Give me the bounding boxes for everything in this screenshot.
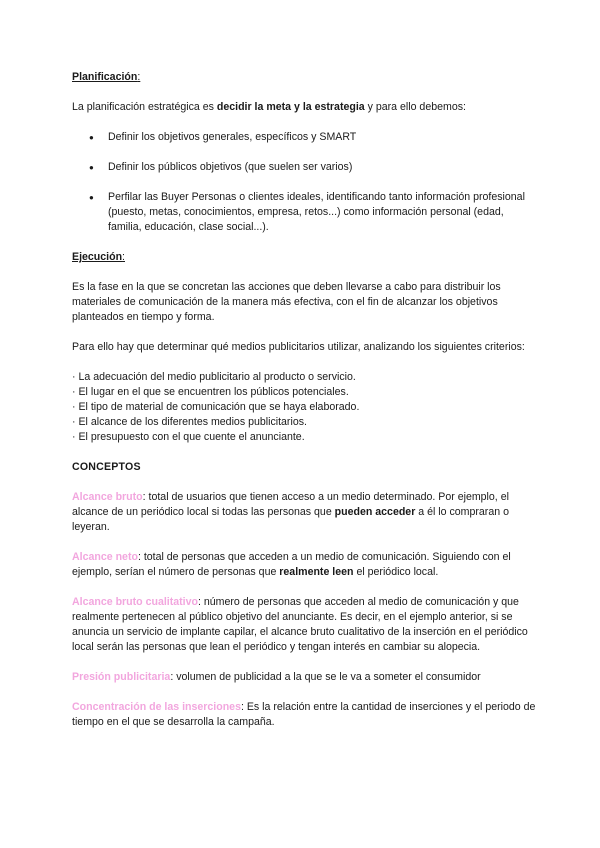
concept-text: el periódico local. [353, 566, 439, 578]
concept-concentracion [72, 700, 540, 730]
concept-alcance-cualitativo [72, 595, 540, 655]
concept-text: : total de usuarios que tienen acceso a un medio determinado. Por ejemplo, el alcance de un periódico local si todas las personas que [72, 491, 509, 518]
concept-text: : volumen de publicidad a la que se le va a someter el consumidor [170, 671, 481, 683]
concept-alcance-bruto [72, 490, 540, 535]
planning-intro [72, 100, 540, 115]
concept-term: Concentración de las inserciones [72, 701, 241, 713]
criteria-list [72, 370, 540, 445]
concepts-heading: CONCEPTOS [72, 461, 141, 473]
planning-title: Planificación [72, 71, 138, 83]
criteria-item: · La adecuación del medio publicitario al producto o servicio. [72, 371, 356, 383]
criteria-item: · El presupuesto con el que cuente el anunciante. [72, 431, 305, 443]
criteria-item: · El lugar en el que se encuentren los públicos potenciales. [72, 386, 349, 398]
planning-heading: Planificación: [72, 71, 141, 83]
planning-intro-bold: decidir la meta y la estrategia [216, 101, 365, 113]
concept-text: : número de personas que acceden al medio de comunicación y que realmente pertenecen al público objetivo del anunciante. Es decir, en el ejemplo anterior, si se anuncia un servicio de implante capilar, el alcance bruto cualitativo de la inserción en el periódico local serán las personas que lean el periódico y tengan interés en cambiar su alopecia. [72, 596, 528, 653]
list-item: ● Definir los objetivos generales, específicos y SMART [72, 130, 540, 145]
concept-presion [72, 670, 540, 685]
concept-text: : Es la relación entre la cantidad de inserciones y el periodo de tiempo en el que se desarrolla la campaña. [72, 701, 536, 728]
planning-bullet-list [72, 130, 540, 235]
criteria-item: · El alcance de los diferentes medios publicitarios. [72, 416, 307, 428]
criteria-item: · El tipo de material de comunicación que se haya elaborado. [72, 401, 360, 413]
concept-text: : total de personas que acceden a un medio de comunicación. Siguiendo con el ejemplo, serían el número de personas que [72, 551, 511, 578]
planning-intro-after: y para ello debemos: [364, 101, 466, 113]
execution-paragraph-1: Es la fase en la que se concretan las acciones que deben llevarse a cabo para distribuir los materiales de comunicación de la manera más efectiva, con el fin de alcanzar los objetivos planteados en tiempo y forma. [72, 281, 501, 323]
concept-term: Alcance bruto cualitativo [72, 596, 198, 608]
execution-paragraph-2: Para ello hay que determinar qué medios publicitarios utilizar, analizando los siguientes criterios: [72, 341, 525, 353]
planning-intro-text: La planificación estratégica es [72, 101, 217, 113]
concept-term: Alcance neto [72, 551, 138, 563]
concept-alcance-neto [72, 550, 540, 580]
concept-term: Presión publicitaria [72, 671, 171, 683]
concept-bold: pueden acceder [334, 506, 416, 518]
execution-heading: Ejecución: [72, 251, 125, 263]
concept-term: Alcance bruto [72, 491, 143, 503]
execution-title: Ejecución [72, 251, 123, 263]
list-item: ● Definir los públicos objetivos (que suelen ser varios) [72, 160, 540, 175]
concept-text: a él lo compraran o leyeran. [72, 506, 509, 533]
concept-bold: realmente leen [279, 566, 354, 578]
list-item: ● Perfilar las Buyer Personas o clientes ideales, identificando tanto información profesional (puesto, metas, conocimientos, empresa, retos...) como información personal (edad, familia, educación, clase social...). [72, 190, 540, 235]
